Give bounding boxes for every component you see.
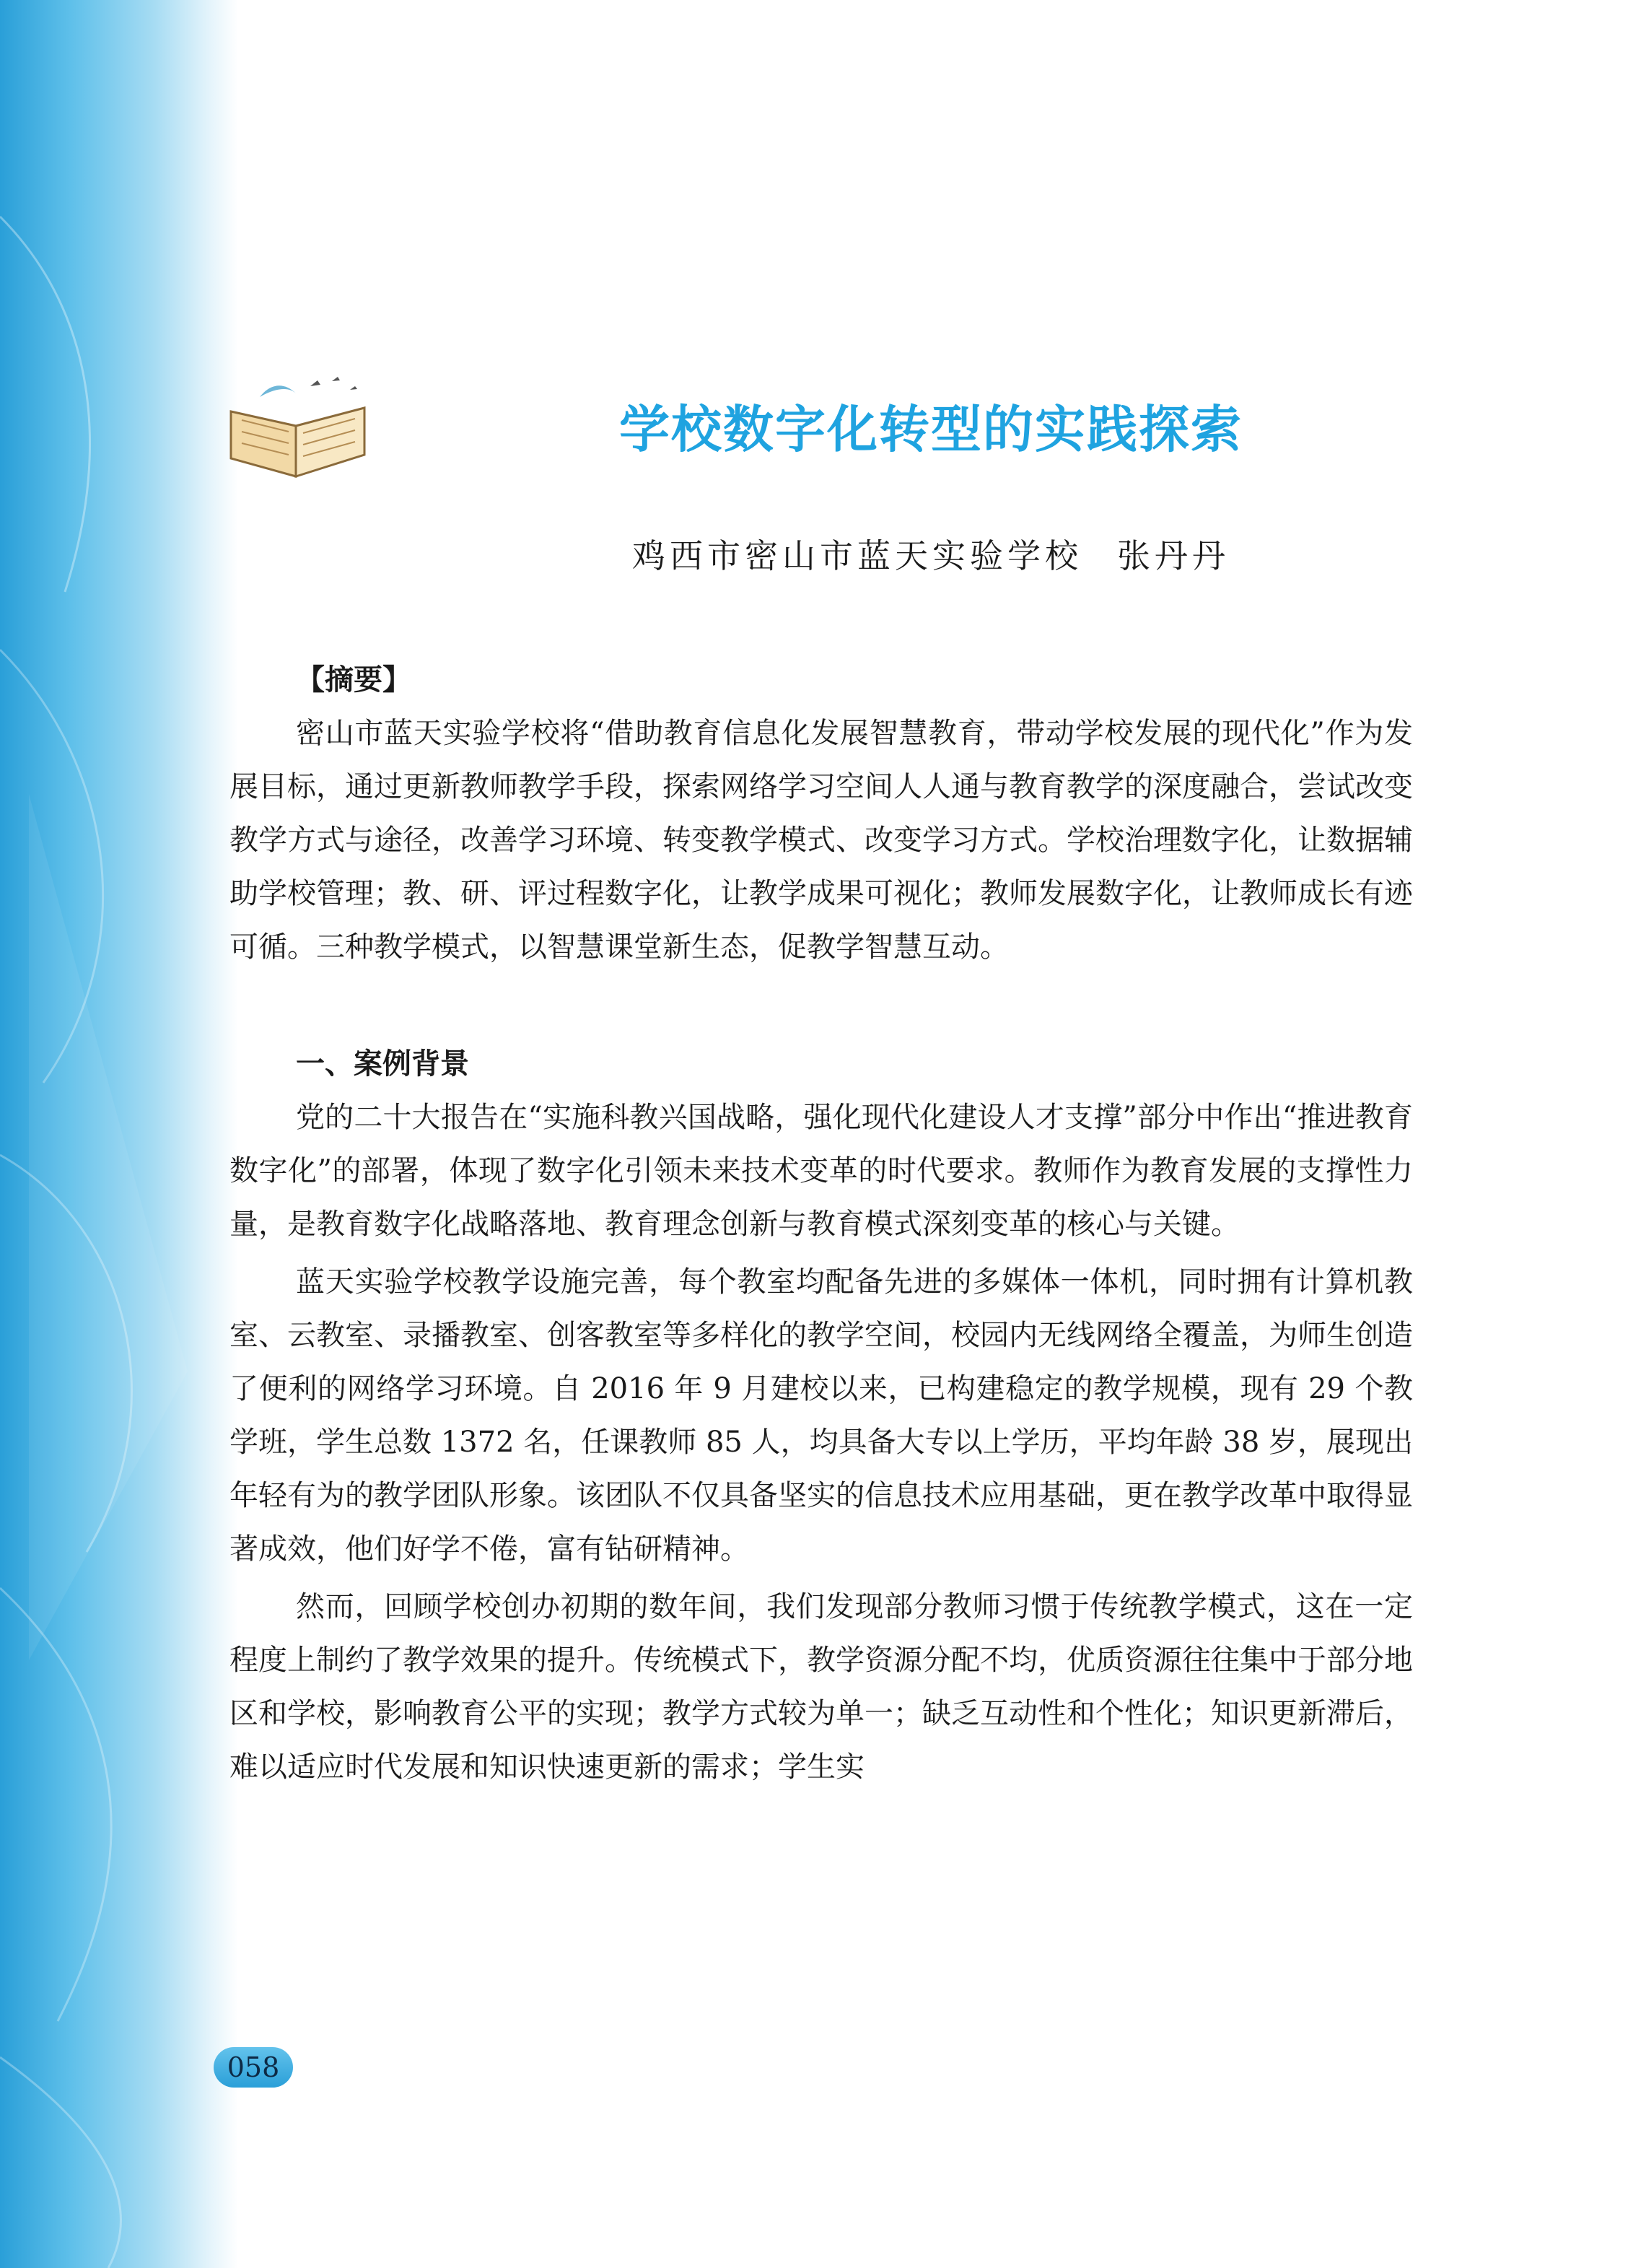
decorative-side-band [0,0,238,2268]
author-name: 张丹丹 [1117,536,1230,575]
wave-pattern [0,0,238,2268]
body-paragraph: 蓝天实验学校教学设施完善，每个教室均配备先进的多媒体一体机，同时拥有计算机教室、云教室、录播教室、创客教室等多样化的教学空间，校园内无线网络全覆盖，为师生创造了便利的网络学习环境。自 2016 年 9 月建校以来，已构建稳定的教学规模，现有 29 个教学班，学生总数 1372 名，任课教师 85 人，均具备大专以上学历，平均年龄 38 岁，展现出年轻有为的教学团队形象。该团队不仅具备坚实的信息技术应用基础，更在教学改革中取得显著成效，他们好学不倦，富有钻研精神。 [229,1265,1413,1566]
body-paragraph: 然而，回顾学校创办初期的数年间，我们发现部分教师习惯于传统教学模式，这在一定程度上制约了教学效果的提升。传统模式下，教学资源分配不均，优质资源往往集中于部分地区和学校，影响教育公平的实现；教学方式较为单一；缺乏互动性和个性化；知识更新滞后，难以适应时代发展和知识快速更新的需求；学生实 [229,1590,1413,1784]
article-title: 学校数字化转型的实践探索 [619,399,1243,459]
open-book-icon [216,368,382,484]
section-heading: 一、案例背景 [296,1047,469,1081]
author-affiliation: 鸡西市密山市蓝天实验学校 [632,536,1082,575]
byline [433,531,1429,581]
page-number: 058 [214,2047,293,2088]
article-body [229,653,1413,1798]
abstract-heading: 【摘要】 [296,663,411,697]
abstract-paragraph: 密山市蓝天实验学校将“借助教育信息化发展智慧教育，带动学校发展的现代化”作为发展目标，通过更新教师教学手段，探索网络学习空间人人通与教育教学的深度融合，尝试改变教学方式与途径，改善学习环境、转变教学模式、改变学习方式。学校治理数字化，让数据辅助学校管理；教、研、评过程数字化，让教学成果可视化；教师发展数字化，让教师成长有迹可循。三种教学模式，以智慧课堂新生态，促教学智慧互动。 [229,717,1413,964]
body-paragraph: 党的二十大报告在“实施科教兴国战略，强化现代化建设人才支撑”部分中作出“推进教育数字化”的部署，体现了数字化引领未来技术变革的时代要求。教师作为教育发展的支撑性力量，是教育数字化战略落地、教育理念创新与教育模式深刻变革的核心与关键。 [229,1101,1413,1241]
